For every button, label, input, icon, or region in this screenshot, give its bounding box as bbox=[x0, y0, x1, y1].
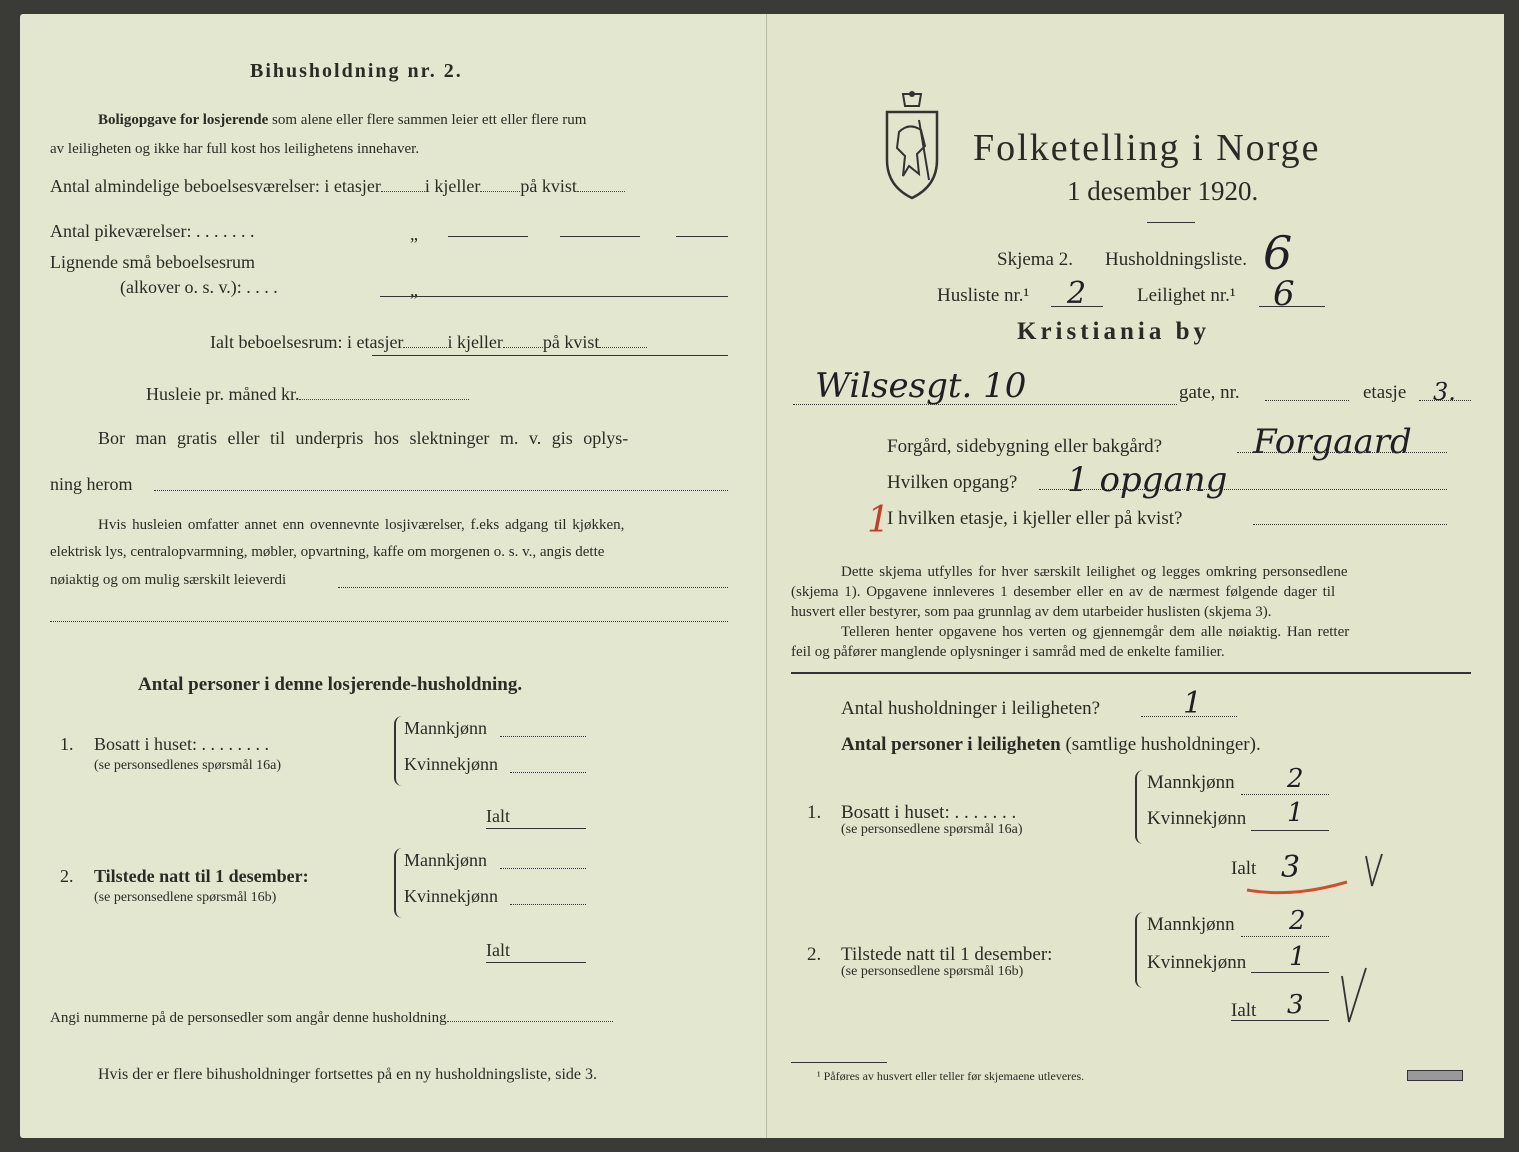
right-q2-ialt-line bbox=[1231, 1020, 1329, 1021]
leilighet-label: Leilighet nr.¹ bbox=[1137, 285, 1236, 306]
left-persons-heading: Antal personer i denne losjerende-husholdning. bbox=[138, 674, 523, 695]
forgaard-line bbox=[1237, 452, 1447, 453]
forgaard-value: Forgaard bbox=[1253, 422, 1412, 462]
right-q2-kvinne-label: Kvinnekjønn bbox=[1147, 952, 1247, 973]
left-title: Bihusholdning nr. 2. bbox=[250, 60, 463, 82]
left-q1-ialt: Ialt bbox=[486, 806, 510, 826]
right-q1-num: 1. bbox=[807, 802, 822, 823]
hvis-line-1: Hvis husleien omfatter annet enn ovennevnte losjiværelser, f.eks adgang til kjøkken, bbox=[98, 517, 625, 533]
left-q2-mann-line bbox=[500, 868, 586, 869]
right-q2-label: Tilstede natt til 1 desember: bbox=[841, 944, 1053, 965]
red-underline-mark bbox=[1243, 872, 1353, 898]
printer-stamp bbox=[1407, 1070, 1463, 1081]
hvis-line-2: elektrisk lys, centralopvarmning, møbler, opvartning, kaffe om morgenen o. s. v., angis dette bbox=[50, 544, 605, 560]
right-q2-ialt-value: 3 bbox=[1287, 990, 1304, 1020]
hvis-line-extra bbox=[50, 621, 728, 622]
right-persons-heading-bold: Antal personer i leiligheten bbox=[841, 734, 1061, 755]
ialt-rooms-row bbox=[210, 332, 647, 353]
gate-line bbox=[1265, 400, 1349, 401]
street-line bbox=[793, 404, 1177, 405]
husholdningsliste-value: 6 bbox=[1263, 226, 1293, 280]
pike-line-3 bbox=[676, 236, 728, 237]
left-q2-num: 2. bbox=[60, 866, 74, 886]
instr-line-2: (skjema 1). Opgavene innleveres 1 desember eller en av de nærmest følgende dager til bbox=[791, 584, 1336, 600]
etasje-value: 3. bbox=[1433, 378, 1456, 406]
alkover-label: (alkover o. s. v.): . . . . bbox=[120, 277, 278, 297]
husholdningsliste-label: Husholdningsliste. bbox=[1105, 249, 1247, 270]
left-q1-brace bbox=[394, 716, 402, 786]
right-q1-sub: (se personsedlene spørsmål 16a) bbox=[841, 822, 1023, 837]
right-q2-brace bbox=[1135, 912, 1143, 988]
opgang-value: 1 opgang bbox=[1067, 460, 1228, 500]
husliste-value: 2 bbox=[1067, 276, 1087, 311]
left-q1-ialt-line bbox=[486, 828, 586, 829]
left-q2-ialt-line bbox=[486, 962, 586, 963]
hvilken-etasje-value: 1 bbox=[867, 500, 890, 541]
right-q1-brace bbox=[1135, 770, 1143, 844]
right-q2-num: 2. bbox=[807, 944, 822, 965]
left-q1-kvinne-line bbox=[510, 772, 586, 773]
left-q2-label: Tilstede natt til 1 desember: bbox=[94, 866, 309, 886]
footnote: ¹ Påføres av husvert eller teller før skjemaene utleveres. bbox=[817, 1069, 1085, 1083]
husleie-row bbox=[146, 384, 469, 405]
intro-line-2: av leiligheten og ikke har full kost hos leilighetens innehaver. bbox=[50, 141, 420, 157]
rooms-kjeller-label: i kjeller bbox=[424, 176, 481, 196]
rooms-kvist-label: på kvist bbox=[520, 176, 577, 196]
forgaard-label: Forgård, sidebygning eller bakgård? bbox=[887, 436, 1163, 457]
left-q2-kvinne-line bbox=[510, 904, 586, 905]
right-q2-mann-line bbox=[1241, 936, 1329, 937]
ialt-rooms-label: Ialt beboelsesrum: i etasjer bbox=[210, 332, 404, 352]
pike-line-1 bbox=[448, 236, 528, 237]
pike-label: Antal pikeværelser: . . . . . . . bbox=[50, 221, 255, 241]
intro-bold: Boligopgave for losjerende bbox=[98, 112, 269, 128]
instr-line-3: husvert eller bestyrer, som paa grunnlag av dem utarbeider huslisten (skjema 3). bbox=[791, 604, 1272, 620]
left-q2-brace bbox=[394, 848, 402, 918]
right-q1-label: Bosatt i huset: . . . . . . . bbox=[841, 802, 1017, 823]
right-persons-heading-rest: (samtlige husholdninger). bbox=[1065, 734, 1261, 755]
lignende-label: Lignende små beboelsesrum bbox=[50, 252, 255, 272]
check-mark-icon bbox=[1339, 966, 1369, 1028]
hvis-line-fill bbox=[338, 587, 728, 588]
opgang-label: Hvilken opgang? bbox=[887, 472, 1018, 493]
etasje-label: etasje bbox=[1363, 382, 1407, 403]
husliste-line bbox=[1051, 306, 1103, 307]
etasje-line bbox=[1419, 400, 1471, 401]
coat-of-arms-icon bbox=[879, 90, 945, 202]
angi-row bbox=[50, 1010, 613, 1027]
check-mark-icon bbox=[1363, 852, 1385, 890]
left-q2-ialt: Ialt bbox=[486, 940, 510, 960]
right-q1-kvinne-value: 1 bbox=[1287, 798, 1304, 828]
right-q2-kvinne-line bbox=[1251, 972, 1329, 973]
right-date: 1 desember 1920. bbox=[1067, 176, 1259, 206]
right-q2-kvinne-value: 1 bbox=[1289, 942, 1306, 972]
gate-label: gate, nr. bbox=[1179, 382, 1240, 403]
hvilken-etasje-label: I hvilken etasje, i kjeller eller på kvist? bbox=[887, 508, 1183, 529]
instr-rule bbox=[791, 672, 1471, 674]
bor-line-fill bbox=[154, 490, 728, 491]
instr-line-5: feil og påfører manglende oplysninger i samråd med de enkelte familier. bbox=[791, 644, 1225, 660]
right-q2-sub: (se personsedlene spørsmål 16b) bbox=[841, 964, 1024, 979]
right-page bbox=[766, 14, 1504, 1138]
intro-line-1 bbox=[98, 112, 586, 129]
right-q1-mann-label: Mannkjønn bbox=[1147, 772, 1235, 793]
alkover-quote: „ bbox=[410, 280, 418, 300]
city: Kristiania by bbox=[1017, 318, 1210, 345]
pike-quote: „ bbox=[410, 224, 418, 244]
rooms-row bbox=[50, 176, 625, 197]
antal-hush-value: 1 bbox=[1183, 686, 1203, 721]
footnote-rule bbox=[791, 1062, 887, 1063]
intro-rest: som alene eller flere sammen leier ett eller flere rum bbox=[272, 112, 587, 128]
husleie-label: Husleie pr. måned kr. bbox=[146, 384, 300, 404]
left-q2-sub: (se personsedlene spørsmål 16b) bbox=[94, 890, 277, 905]
ialt-kvist-label: på kvist bbox=[542, 332, 600, 352]
street-value: Wilsesgt. 10 bbox=[815, 366, 1027, 406]
right-persons-heading bbox=[841, 734, 1261, 756]
alkover-line bbox=[380, 296, 728, 297]
left-q1-mann: Mannkjønn bbox=[404, 718, 487, 738]
hvilken-etasje-line bbox=[1253, 524, 1447, 525]
instr-line-4: Telleren henter opgavene hos verten og gjennemgår dem alle nøiaktig. Han retter bbox=[841, 624, 1350, 640]
left-q1-label: Bosatt i huset: . . . . . . . . bbox=[94, 734, 269, 754]
bor-line-2: ning herom bbox=[50, 474, 133, 494]
angi-label: Angi nummerne på de personsedler som angår denne husholdning bbox=[50, 1010, 447, 1026]
right-q2-ialt-label: Ialt bbox=[1231, 1000, 1257, 1021]
pike-line-2 bbox=[560, 236, 640, 237]
left-q2-kvinne: Kvinnekjønn bbox=[404, 886, 498, 906]
right-q2-mann-label: Mannkjønn bbox=[1147, 914, 1235, 935]
left-q1-sub: (se personsedlenes spørsmål 16a) bbox=[94, 758, 282, 773]
left-q1-kvinne: Kvinnekjønn bbox=[404, 754, 498, 774]
right-title: Folketelling i Norge bbox=[973, 127, 1321, 169]
left-q1-mann-line bbox=[500, 736, 586, 737]
hvis-line-3: nøiaktig og om mulig særskilt leieverdi bbox=[50, 572, 287, 588]
leilighet-value: 6 bbox=[1273, 274, 1295, 314]
right-q1-kvinne-line bbox=[1251, 830, 1329, 831]
rooms-label: Antal almindelige beboelsesværelser: i etasjer bbox=[50, 176, 381, 196]
antal-hush-label: Antal husholdninger i leiligheten? bbox=[841, 698, 1101, 719]
skjema-label: Skjema 2. bbox=[997, 249, 1073, 270]
left-footer: Hvis der er flere bihusholdninger fortsettes på en ny husholdningsliste, side 3. bbox=[98, 1066, 598, 1083]
right-q1-kvinne-label: Kvinnekjønn bbox=[1147, 808, 1247, 829]
right-q2-mann-value: 2 bbox=[1289, 906, 1306, 936]
antal-hush-line bbox=[1141, 716, 1237, 717]
right-q1-mann-value: 2 bbox=[1287, 764, 1304, 794]
leilighet-line bbox=[1259, 306, 1325, 307]
bor-line-1: Bor man gratis eller til underpris hos slektninger m. v. gis oplys- bbox=[98, 428, 629, 448]
husliste-label: Husliste nr.¹ bbox=[937, 285, 1030, 306]
right-q1-mann-line bbox=[1241, 794, 1329, 795]
right-q1-ialt-label: Ialt bbox=[1231, 858, 1257, 879]
opgang-line bbox=[1039, 489, 1447, 490]
right-q1-ialt-value: 3 bbox=[1281, 850, 1301, 885]
ialt-rooms-line bbox=[372, 355, 728, 356]
left-page bbox=[20, 14, 766, 1138]
left-q1-num: 1. bbox=[60, 734, 74, 754]
left-q2-mann: Mannkjønn bbox=[404, 850, 487, 870]
ialt-kjeller-label: i kjeller bbox=[447, 332, 503, 352]
title-rule bbox=[1147, 222, 1195, 223]
instr-line-1: Dette skjema utfylles for hver særskilt leilighet og legges omkring personsedlene bbox=[841, 564, 1348, 580]
